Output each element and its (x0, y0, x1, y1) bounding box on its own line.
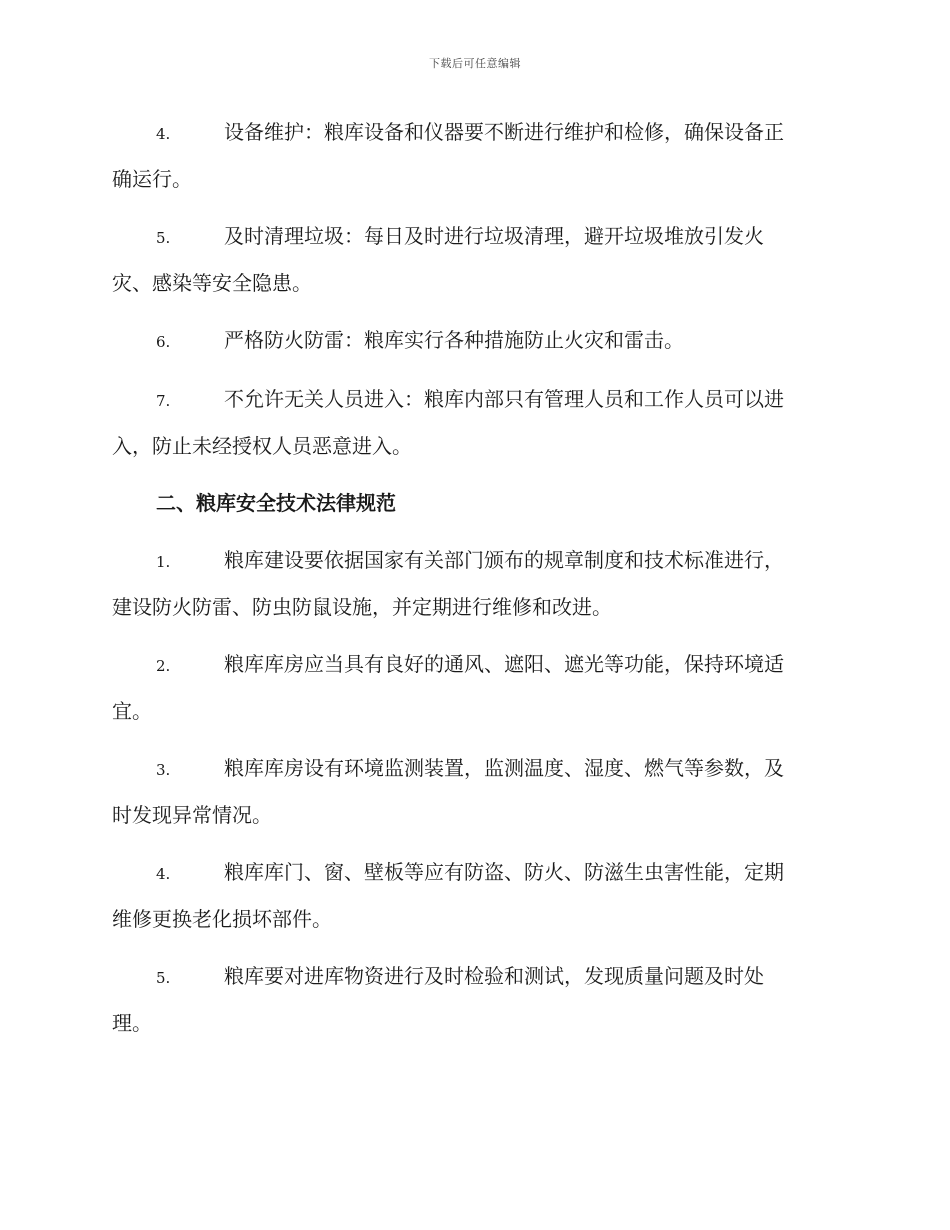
list-item (112, 642, 834, 734)
page-header-note: 下载后可任意编辑 (429, 57, 521, 70)
item-number: 4. (156, 865, 171, 883)
item-number: 1. (156, 553, 171, 571)
item-text: 粮库库房应当具有良好的通风、遮阳、遮光等功能，保持环境适 (224, 652, 784, 676)
item-text: 及时清理垃圾：每日及时进行垃圾清理，避开垃圾堆放引发火 (224, 224, 764, 248)
item-text-continued: 入，防止未经授权人员恶意进入。 (112, 434, 412, 458)
list-item (112, 214, 834, 306)
item-text-continued: 确运行。 (112, 167, 192, 191)
item-text: 不允许无关人员进入：粮库内部只有管理人员和工作人员可以进 (224, 387, 784, 411)
item-number: 7. (156, 392, 171, 410)
item-number: 5. (156, 969, 171, 987)
list-item (112, 110, 834, 202)
item-number: 6. (156, 333, 171, 351)
item-number: 5. (156, 229, 171, 247)
document-body (112, 110, 834, 1058)
item-text: 粮库要对进库物资进行及时检验和测试，发现质量问题及时处 (224, 964, 764, 988)
list-item (112, 318, 834, 365)
item-text-continued: 理。 (112, 1011, 152, 1035)
section-heading: 二、粮库安全技术法律规范 (156, 491, 396, 515)
list-item (112, 377, 834, 469)
list-item (112, 746, 834, 838)
list-item (112, 954, 834, 1046)
item-text-continued: 宜。 (112, 699, 152, 723)
list-item (112, 850, 834, 942)
item-text: 粮库库门、窗、壁板等应有防盗、防火、防滋生虫害性能，定期 (224, 860, 784, 884)
item-text: 粮库建设要依据国家有关部门颁布的规章制度和技术标准进行， (224, 548, 784, 572)
item-text-continued: 时发现异常情况。 (112, 803, 272, 827)
item-number: 3. (156, 761, 171, 779)
list-item (112, 538, 834, 630)
item-text-continued: 维修更换老化损坏部件。 (112, 907, 332, 931)
item-text: 粮库库房设有环境监测装置，监测温度、湿度、燃气等参数，及 (224, 756, 784, 780)
item-number: 4. (156, 125, 171, 143)
item-text-continued: 灾、感染等安全隐患。 (112, 271, 312, 295)
item-number: 2. (156, 657, 171, 675)
item-text-continued: 建设防火防雷、防虫防鼠设施，并定期进行维修和改进。 (112, 595, 612, 619)
item-text: 设备维护：粮库设备和仪器要不断进行维护和检修，确保设备正 (224, 120, 784, 144)
item-text: 严格防火防雷：粮库实行各种措施防止火灾和雷击。 (224, 328, 684, 352)
